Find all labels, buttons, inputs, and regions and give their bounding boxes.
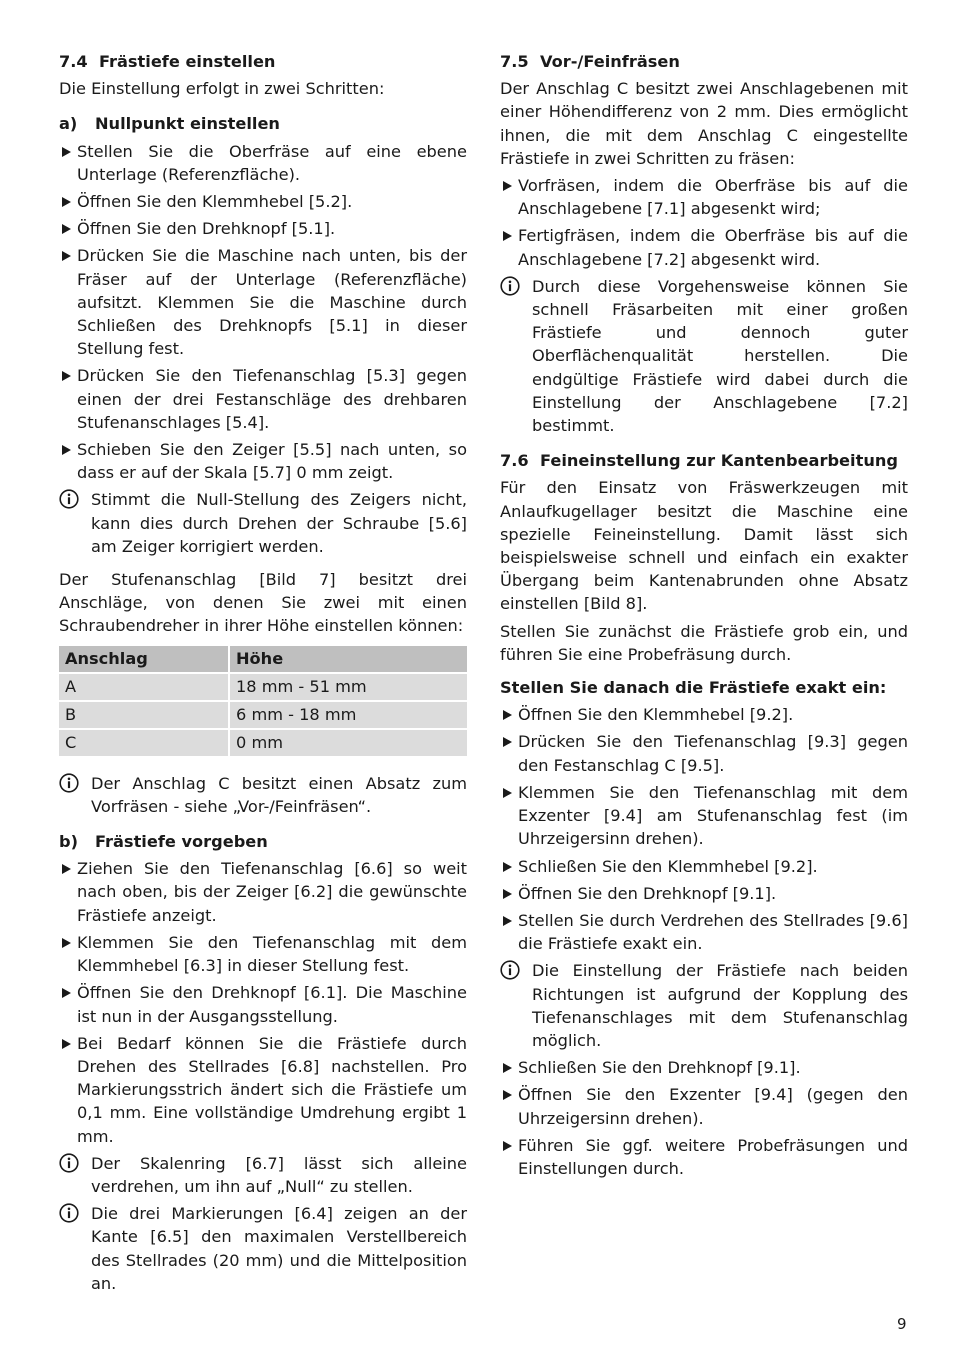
list-item-text: Vorfräsen, indem die Oberfräse bis auf die Anschlagebene [7.1] abgesenkt wird;: [518, 176, 908, 219]
right-column: [500, 50, 908, 1180]
list-item-text: Schließen Sie den Drehknopf [9.1].: [518, 1058, 801, 1078]
arrow-bullet-icon: [62, 1039, 71, 1049]
list-item: [59, 981, 467, 1027]
list-item: [59, 438, 467, 484]
list-item-text: Stellen Sie durch Verdrehen des Stellrades [9.6] die Frästiefe exakt ein.: [518, 910, 908, 954]
arrow-bullet-icon: [503, 788, 512, 798]
arrow-bullet-icon: [62, 147, 71, 157]
arrow-bullet-icon: [62, 371, 71, 381]
arrow-bullet-icon: [503, 231, 512, 241]
arrow-bullet-icon: [62, 864, 71, 874]
arrow-bullet-icon: [503, 862, 512, 872]
list-item: [59, 364, 467, 434]
arrow-bullet-icon: [62, 988, 71, 998]
column-header: Höhe: [230, 646, 467, 672]
list-item: [59, 931, 467, 977]
arrow-bullet-icon: [62, 251, 71, 261]
section-number: 7.4: [59, 52, 88, 71]
list-item: [500, 174, 908, 220]
list-item-text: Drücken Sie die Maschine nach unten, bis der Fräser auf der Unterlage (Referenzfläche) aufsitzt. Klemmen Sie die Maschine durch Schließen des Drehknopfs [5.1] in dieser Stellung fest.: [77, 246, 467, 359]
list-item-text: Öffnen Sie den Drehknopf [5.1].: [77, 219, 336, 239]
table-row: [59, 730, 467, 756]
list-item-text: Führen Sie ggf. weitere Probefräsungen und Einstellungen durch.: [518, 1135, 908, 1178]
arrow-bullet-icon: [503, 1063, 512, 1073]
list-item-text: Drücken Sie den Tiefenanschlag [5.3] gegen einen der drei Festanschläge des drehbaren Stufenanschlages [5.4].: [77, 366, 467, 432]
note-text: Durch diese Vorgehensweise können Sie schnell Fräsarbeiten mit einer großen Frästiefe und dennoch guter Oberflächenqualität herstellen. Die endgültige Frästiefe wird dabei durch die Einstellung der Anschlagebene [7.2] bestimmt.: [532, 276, 908, 436]
info-icon: [59, 773, 79, 793]
list-item: [500, 1056, 908, 1079]
table-header-row: [59, 646, 467, 672]
list-item: [59, 140, 467, 186]
section-title: Frästiefe einstellen: [98, 52, 276, 71]
list-item-text: Fertigfräsen, indem die Oberfräse bis auf die Anschlagebene [7.2] abgesenkt wird.: [518, 226, 908, 269]
info-icon: [59, 489, 79, 509]
table-cell: B: [59, 702, 230, 728]
section-title: Feineinstellung zur Kantenbearbeitung: [539, 451, 898, 471]
arrow-bullet-icon: [62, 938, 71, 948]
info-note: [500, 959, 908, 1052]
arrow-bullet-icon: [503, 1141, 512, 1151]
list-item-text: Schließen Sie den Klemmhebel [9.2].: [518, 856, 818, 876]
list-item: [500, 909, 908, 955]
list-item-text: Öffnen Sie den Klemmhebel [9.2].: [518, 705, 794, 725]
section-title: Vor-/Feinfräsen: [539, 52, 680, 71]
arrow-bullet-icon: [503, 181, 512, 191]
list-item-text: Schieben Sie den Zeiger [5.5] nach unten, so dass er auf der Skala [5.7] 0 mm zeigt.: [77, 440, 467, 483]
note-text: Stimmt die Null-Stellung des Zeigers nicht, kann dies durch Drehen der Schraube [5.6] am Zeiger korrigiert werden.: [91, 490, 467, 556]
instruction-heading: Stellen Sie danach die Frästiefe exakt ein:: [500, 678, 887, 698]
arrow-bullet-icon: [62, 445, 71, 455]
table-row: [59, 702, 467, 728]
info-icon: [59, 1153, 79, 1173]
arrow-bullet-icon: [503, 916, 512, 926]
info-note: [59, 488, 467, 558]
list-item: [500, 1083, 908, 1129]
page-number: 9: [897, 1315, 907, 1333]
list-item-text: Klemmen Sie den Tiefenanschlag mit dem Klemmhebel [6.3] in dieser Stellung fest.: [77, 932, 467, 976]
subsection-title: Nullpunkt einstellen: [95, 114, 280, 134]
list-item: [59, 857, 467, 927]
arrow-bullet-icon: [503, 710, 512, 720]
section-7-4-heading: [59, 50, 467, 73]
list-item: [59, 217, 467, 240]
note-text: Die drei Markierungen [6.4] zeigen an der Kante [6.5] den maximalen Verstellbereich des Stellrades (20 mm) und die Mittelposition an.: [91, 1204, 467, 1293]
arrow-bullet-icon: [62, 224, 71, 234]
note-text: Der Skalenring [6.7] lässt sich alleine verdrehen, um ihn auf „Null“ zu stellen.: [91, 1153, 467, 1196]
list-item-text: Bei Bedarf können Sie die Frästiefe durch Drehen des Stellrades [6.8] nachstellen. Pro Markierungsstrich ändert sich die Frästiefe um 0,1 mm. Eine vollständige Umdrehung ergibt 1 mm.: [77, 1033, 467, 1146]
list-item: [500, 703, 908, 726]
arrow-bullet-icon: [62, 197, 71, 207]
list-item-text: Öffnen Sie den Exzenter [9.4] (gegen den Uhrzeigersinn drehen).: [518, 1085, 908, 1128]
list-item-text: Öffnen Sie den Klemmhebel [5.2].: [77, 192, 353, 212]
subsection-letter: b): [59, 832, 78, 852]
section-7-5-heading: [500, 50, 908, 73]
list-item: [59, 190, 467, 213]
list-item: [500, 882, 908, 905]
info-icon: [500, 276, 520, 296]
paragraph: Stellen Sie zunächst die Frästiefe grob ein, und führen Sie eine Probefräsung durch.: [500, 621, 908, 664]
info-note: [59, 1152, 467, 1198]
list-item: [500, 855, 908, 878]
note-text: Die Einstellung der Frästiefe nach beiden Richtungen ist aufgrund der Kopplung des Tiefenanschlages mit dem Stufenanschlag möglich.: [532, 961, 908, 1050]
list-item-text: Stellen Sie die Oberfräse auf eine ebene Unterlage (Referenzfläche).: [77, 141, 467, 184]
info-icon: [59, 1203, 79, 1223]
table-cell: A: [59, 674, 230, 700]
section-intro: Die Einstellung erfolgt in zwei Schritten:: [59, 79, 385, 99]
arrow-bullet-icon: [503, 1090, 512, 1100]
info-icon: [500, 960, 520, 980]
paragraph: Der Anschlag C besitzt zwei Anschlagebenen mit einer Höhendifferenz von 2 mm. Dies ermöglicht ihnen, die mit dem Anschlag C eingestellte Frästiefe in zwei Schritten zu fräsen:: [500, 79, 908, 168]
arrow-bullet-icon: [503, 889, 512, 899]
list-item-text: Öffnen Sie den Drehknopf [9.1].: [518, 883, 777, 903]
info-note: [500, 275, 908, 437]
list-item-text: Öffnen Sie den Drehknopf [6.1]. Die Maschine ist nun in der Ausgangsstellung.: [77, 983, 467, 1026]
arrow-bullet-icon: [503, 737, 512, 747]
table-cell: 0 mm: [230, 730, 467, 756]
list-item-text: Drücken Sie den Tiefenanschlag [9.3] gegen den Festanschlag C [9.5].: [518, 732, 908, 775]
section-7-6-heading: [500, 449, 908, 472]
info-note: [59, 772, 467, 818]
subsection-b-heading: [59, 830, 467, 853]
table-cell: 6 mm - 18 mm: [230, 702, 467, 728]
list-item: [59, 244, 467, 360]
anschlag-table: [59, 644, 467, 758]
list-item: [500, 1134, 908, 1180]
list-item: [500, 730, 908, 776]
list-item: [500, 781, 908, 851]
table-row: [59, 674, 467, 700]
note-text: Der Anschlag C besitzt einen Absatz zum Vorfräsen - siehe „Vor-/Feinfräsen“.: [91, 773, 467, 816]
paragraph: Für den Einsatz von Fräswerkzeugen mit Anlaufkugellager besitzt die Maschine eine spezielle Feineinstellung. Damit lässt sich beispielsweise schnell und einfach ein exakter Übergang beim Kantenabrunden ohne Absatz einstellen [Bild 8].: [500, 478, 908, 614]
list-item: [500, 224, 908, 270]
left-column: [59, 50, 467, 1295]
subsection-title: Frästiefe vorgeben: [95, 832, 268, 852]
list-item-text: Klemmen Sie den Tiefenanschlag mit dem Exzenter [9.4] am Stufenanschlag fest (im Uhrzeigersinn drehen).: [518, 782, 908, 849]
list-item-text: Ziehen Sie den Tiefenanschlag [6.6] so weit nach oben, bis der Zeiger [6.2] die gewünschte Frästiefe anzeigt.: [77, 859, 467, 925]
column-header: Anschlag: [59, 646, 230, 672]
subsection-a-heading: [59, 112, 467, 135]
subsection-letter: a): [59, 114, 78, 134]
paragraph: Der Stufenanschlag [Bild 7] besitzt drei Anschläge, von denen Sie zwei mit einen Schraubendreher in ihrer Höhe einstellen können:: [59, 570, 467, 636]
table-cell: C: [59, 730, 230, 756]
list-item: [59, 1032, 467, 1148]
table-cell: 18 mm - 51 mm: [230, 674, 467, 700]
section-number: 7.6: [500, 451, 529, 471]
section-number: 7.5: [500, 52, 529, 71]
info-note: [59, 1202, 467, 1295]
